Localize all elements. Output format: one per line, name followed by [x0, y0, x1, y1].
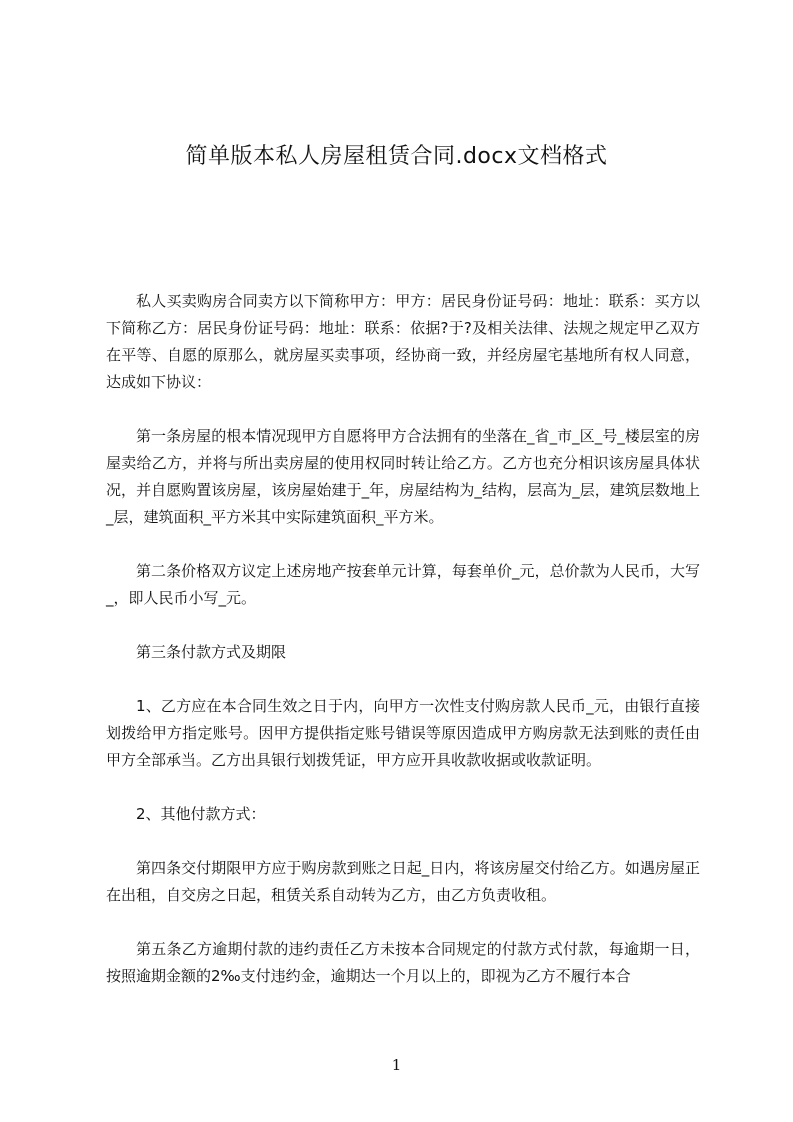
- paragraph-article-4: 第四条交付期限甲方应于购房款到账之日起_日内，将该房屋交付给乙方。如遇房屋正在出租，自交房之日起，租赁关系自动转为乙方，由乙方负责收租。: [106, 859, 700, 904]
- page-number: 1: [391, 1056, 402, 1074]
- document-title: 简单版本私人房屋租赁合同.docx文档格式: [185, 144, 608, 169]
- paragraph-parties: 私人买卖购房合同卖方以下简称甲方：甲方：居民身份证号码：地址：联系：买方以下简称乙方：居民身份证号码：地址：联系：依据?于?及相关法律、法规之规定甲乙双方在平等、自愿的原那么，就房屋买卖事项，经协商一致，并经房屋宅基地所有权人同意，达成如下协议：: [106, 292, 700, 391]
- paragraph-article-1: 第一条房屋的根本情况现甲方自愿将甲方合法拥有的坐落在_省_市_区_号_楼层室的房屋卖给乙方，并将与所出卖房屋的使用权同时转让给乙方。乙方也充分相识该房屋具体状况，并自愿购置该房屋，该房屋始建于_年，房屋结构为_结构，层高为_层，建筑层数地上_层，建筑面积_平方米其中实际建筑面积_平方米。: [106, 427, 700, 526]
- paragraph-article-5: 第五条乙方逾期付款的违约责任乙方未按本合同规定的付款方式付款，每逾期一日，按照逾期金额的2‰支付违约金，逾期达一个月以上的，即视为乙方不履行本合: [106, 940, 700, 985]
- paragraph-article-2: 第二条价格双方议定上述房地产按套单元计算，每套单价_元，总价款为人民币，大写_，即人民币小写_元。: [106, 562, 700, 607]
- paragraph-payment-2: 2、其他付款方式：: [136, 805, 266, 823]
- paragraph-article-3-heading: 第三条付款方式及期限: [136, 643, 287, 661]
- paragraph-payment-1: 1、乙方应在本合同生效之日于内，向甲方一次性支付购房款人民币_元，由银行直接划拨给甲方指定账号。因甲方提供指定账号错误等原因造成甲方购房款无法到账的责任由甲方全部承当。乙方出具银行划拨凭证，甲方应开具收款收据或收款证明。: [106, 697, 700, 769]
- document-body: [106, 288, 700, 990]
